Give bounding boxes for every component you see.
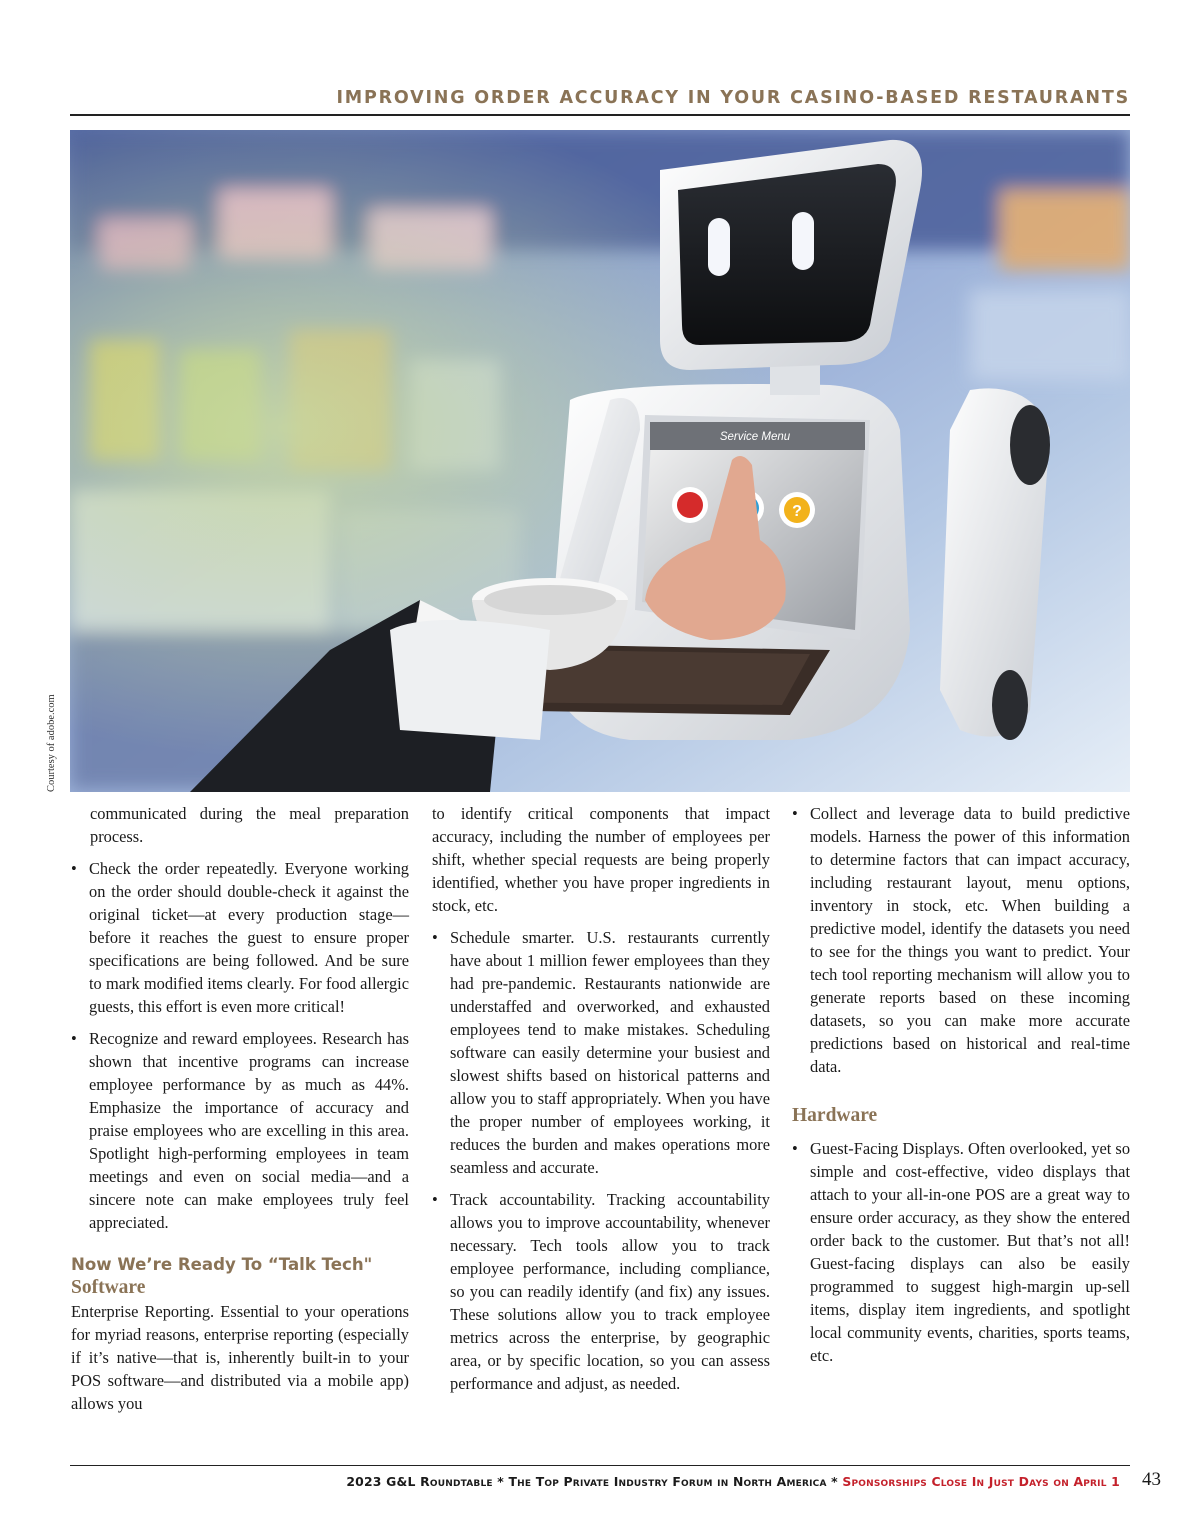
column-3	[792, 802, 1130, 1367]
bullet-text: Collect and leverage data to build predictive models. Harness the power of this information to determine factors that can impact accuracy, including restaurant layout, menu options, inventory in stock, etc. When building a predictive model, identify the datasets you need to see for the things you want to predict. Your tech tool reporting mechanism will allow you to generate reports based on these incoming datasets, so you can make more accurate predictions based on historical and real-time data.	[810, 804, 1130, 1076]
bullet-recognize-reward	[71, 1027, 409, 1234]
bullet-schedule-smarter	[432, 926, 770, 1179]
bullet-collect-data	[792, 802, 1130, 1078]
bullet-text: Track accountability. Tracking accountability allows you to improve accountability, whenever necessary. Tech tools allow you to track employee performance, including compliance, so you can readily identify (and fix) any issues. These solutions allow you to track employee metrics across the enterprise, by geographic area, or by specific location, so you can assess performance and adjust, as needed.	[450, 1190, 770, 1393]
col1-continuation: communicated during the meal preparation process.	[90, 804, 409, 846]
photo-credit: Courtesy of adobe.com	[46, 694, 57, 792]
bullet-mark: •	[71, 1029, 77, 1048]
bullet-mark: •	[792, 804, 798, 823]
subheading-software: Software	[71, 1277, 146, 1298]
footer-text: 2023 G&L Roundtable * The Top Private Industry Forum in North America *	[346, 1474, 843, 1489]
header-rule	[70, 114, 1130, 116]
bullet-text: Recognize and reward employees. Research has shown that incentive programs can increase employee performance by as much as 44%. Emphasize the importance of accuracy and praise employees who are excelling in this area. Spotlight high-performing employees in team meetings and even on social media—and a sincere note can make employees truly feel appreciated.	[89, 1029, 409, 1232]
robot-photo	[70, 130, 1130, 792]
footer-rule	[70, 1465, 1130, 1466]
para-enterprise-reporting: Enterprise Reporting. Essential to your operations for myriad reasons, enterprise reporting (especially if it’s native—that is, inherently built-in to your POS software—and distributed via a mobile app) allows you	[71, 1302, 409, 1413]
bullet-mark: •	[432, 928, 438, 947]
column-1	[71, 802, 409, 1415]
running-head: IMPROVING ORDER ACCURACY IN YOUR CASINO-BASED RESTAURANTS	[336, 88, 1130, 108]
bullet-mark: •	[71, 859, 77, 878]
bullet-text: Check the order repeatedly. Everyone working on the order should double-check it against the original ticket—at every production stage—before it reaches the guest to ensure proper specifications are being followed. And be sure to mark modified items clearly. For food allergic guests, this effort is even more critical!	[89, 859, 409, 1016]
bullet-check-order	[71, 857, 409, 1018]
col2-continuation: to identify critical components that impact accuracy, including the number of employees per shift, whether special requests are being properly identified, whether you have proper ingredients in stock, etc.	[432, 804, 770, 915]
column-2	[432, 802, 770, 1395]
subheading-hardware: Hardware	[792, 1105, 878, 1126]
bullet-mark: •	[432, 1190, 438, 1209]
footer	[70, 1474, 1120, 1489]
footer-highlight: Sponsorships Close In Just Days on April 1	[842, 1474, 1120, 1489]
bullet-text: Guest-Facing Displays. Often overlooked, yet so simple and cost-effective, video displays that attach to your all-in-one POS are a great way to ensure order accuracy, as they show the entered order back to the customer. But that’s not all! Guest-facing displays can also be easily programmed to suggest high-margin up-sell items, display item ingredients, and spotlight local community events, charities, sports teams, etc.	[810, 1139, 1131, 1365]
bullet-text: Schedule smarter. U.S. restaurants currently have about 1 million fewer employees than they had pre-pandemic. Restaurants nationwide are understaffed and overworked, and exhausted employees tend to make mistakes. Scheduling software can easily determine your busiest and slowest shifts based on historical patterns and allow you to staff appropriately. When you have the proper number of employees working, it reduces the burden and makes operations more seamless and accurate.	[450, 928, 770, 1177]
section-heading-talk-tech: Now We’re Ready To “Talk Tech"	[71, 1255, 373, 1274]
screen-title: Service Menu	[719, 431, 791, 443]
page-number: 43	[1142, 1469, 1161, 1490]
bullet-guest-facing-displays	[792, 1137, 1130, 1367]
bullet-mark: •	[792, 1139, 798, 1158]
bullet-track-accountability	[432, 1188, 770, 1395]
question-mark: ?	[792, 503, 802, 520]
